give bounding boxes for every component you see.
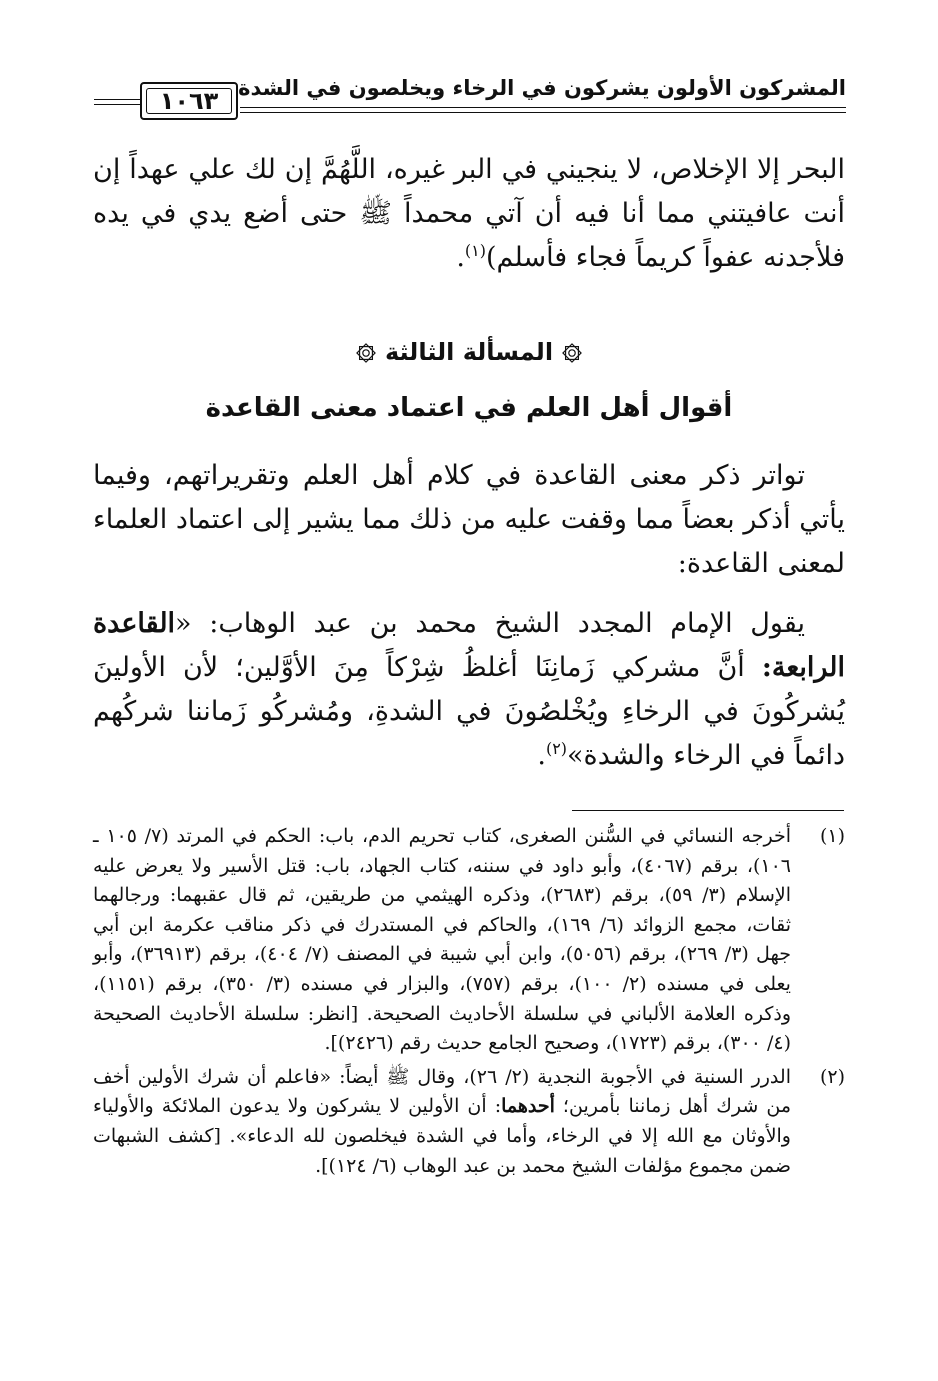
section-title-text: المسألة الثالثة xyxy=(384,338,554,366)
page-number: ١٠٦٣ xyxy=(146,88,232,114)
paragraph-2-bold: القاعدة الرابعة: xyxy=(93,608,845,683)
footnote-ref-2[interactable]: (٢) xyxy=(545,739,568,758)
footnote-separator xyxy=(572,810,844,811)
running-header-title: المشركون الأولون يشركون في الرخاء ويخلصون في الشدة xyxy=(238,76,846,100)
footnote-1-text: أخرجه النسائي في السُّنن الصغرى، كتاب تحريم الدم، باب: الحكم في المرتد (٧/ ١٠٥ ـ ١٠٦)، برقم (٤٠٦٧)، وأبو داود في سننه، كتاب الجهاد، باب: قتل الأسير ولا يعرض عليه الإسلام (٣/ ٥٩)، برقم (٢٦٨٣)، وذكره الهيثمي من طريقين، ثم قال عقبهما: ورجالهما ثقات، مجمع الزوائد (٦/ ١٦٩)، والحاكم في المستدرك في ذكر مناقب عكرمة ابن أبي جهل (٣/ ٢٦٩)، برقم (٥٠٥٦)، وابن أبي شيبة في المصنف (٧/ ٤٠٤)، برقم (٣٦٩١٣)، وأبو يعلى في مسنده (٢/ ١٠٠)، برقم (٧٥٧)، والبزار في مسنده (٣/ ٣٥٠)، برقم (١١٥١)، وذكره العلامة الألباني في سلسلة الأحاديث الصحيحة. [انظر: سلسلة الأحاديث الصحيحة (٤/ ٣٠٠)، برقم (١٧٢٣)، وصحيح الجامع حديث رقم (٢٤٢٦)]. xyxy=(93,825,792,1055)
footnote-2-number: (٢) xyxy=(819,1065,845,1088)
paragraph-2-end: . xyxy=(537,740,546,771)
footnote-2 xyxy=(93,1063,845,1181)
footnotes xyxy=(93,822,845,1181)
section-heading: أقوال أهل العلم في اعتماد معنى القاعدة xyxy=(205,393,733,423)
footnote-ref-1[interactable]: (١) xyxy=(464,241,487,260)
paragraph-2-lead: يقول الإمام المجدد الشيخ محمد بن عبد الوهاب: « xyxy=(175,608,805,639)
paragraph-2-rest: أنَّ مشركي زَمانِنَا أغلظُ شِرْكاً مِنَ الأوَّلين؛ لأن الأولينَ يُشركُونَ في الرخاءِ ويُخْلصُونَ في الشدةِ، ومُشركُو زَماننا شركُهم دائماً في الرخاء والشدة» xyxy=(93,652,845,771)
footnote-1-number: (١) xyxy=(819,825,845,847)
continuation-text: البحر إلا الإخلاص، لا ينجيني في البر غيره، اللَّهُمَّ إن لك علي عهداً إن أنت عافيتني مما أنا فيه أن آتي محمداً ﷺ حتى أضع يدي في يده فلأجدنه عفواً كريماً فجاء فأسلم) xyxy=(93,154,845,273)
footnote-2-text-b: : أن الأولين لا يشركون ولا يدعون الملائكة والأولياء والأوثان مع الله إلا في الرخاء، وأما في الشدة فيخلصون لله الدعاء». [كشف الشبهات ضمن مجموع مؤلفات الشيخ محمد بن عبد الوهاب (٦/ ١٢٤)]. xyxy=(93,1095,791,1177)
paragraph-2 xyxy=(93,602,845,778)
header-rule-bottom xyxy=(240,112,846,113)
ornament-left-icon xyxy=(355,342,377,364)
footnote-2-text-a: الدرر السنية في الأجوبة النجدية (٢/ ٢٦)، وقال ﷺ أيضاً: «فاعلم أن شرك الأولين أخف من شرك أهل زماننا بأمرين؛ xyxy=(93,1065,791,1118)
header-rule-top xyxy=(240,107,846,108)
paragraph-1: تواتر ذكر معنى القاعدة في كلام أهل العلم وتقريراتهم، وفيما يأتي أذكر بعضاً مما وقفت عليه من ذلك مما يشير إلى اعتماد العلماء لمعنى القاعدة: xyxy=(93,460,845,579)
continuation-end: . xyxy=(456,242,465,273)
footnote-1 xyxy=(93,822,845,1059)
section-title xyxy=(0,338,938,366)
footnote-2-bold: أحدهما xyxy=(501,1095,555,1118)
page-number-box xyxy=(140,82,238,120)
header-rule-left-top xyxy=(94,99,140,100)
continuation-paragraph xyxy=(93,148,845,280)
header-rule-left-bottom xyxy=(94,104,140,105)
ornament-right-icon xyxy=(561,342,583,364)
